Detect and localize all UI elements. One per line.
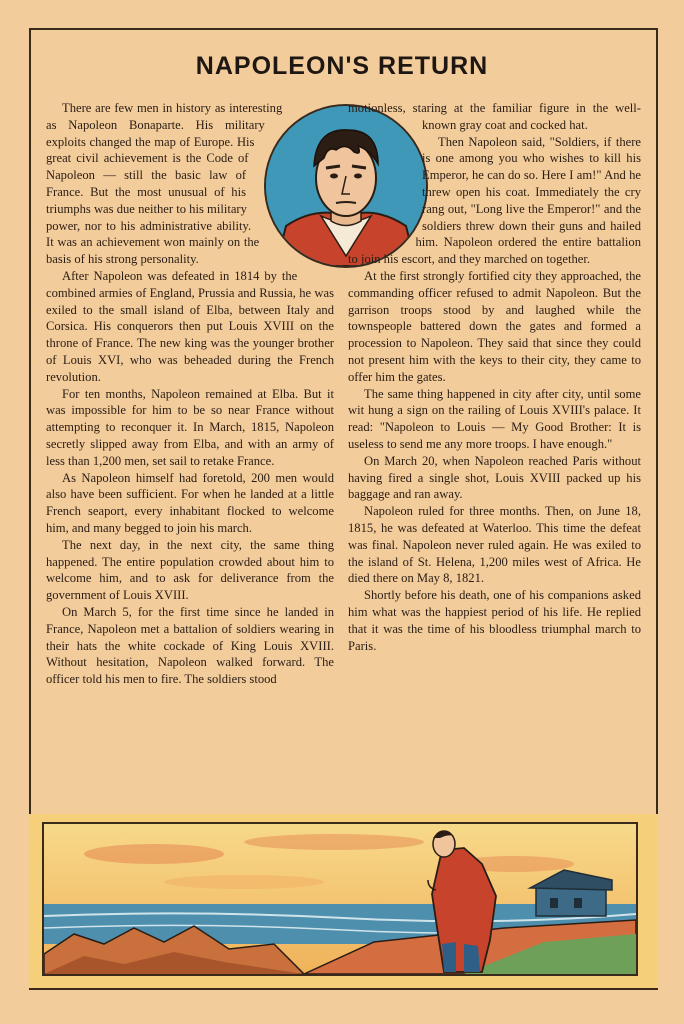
article-title: NAPOLEON'S RETURN	[195, 52, 489, 80]
paragraph: Then Napoleon said, "Soldiers, if there is one among you who wishes to kill his Emperor, he can do so. Here I am!" And he threw open his coat. Immediately the cry rang out, "Long live the Emperor!" and the soldiers threw down their guns and hailed him. Napoleon ordered the entire battalion to join his escort, and they marched on together.	[348, 134, 641, 267]
scene-illustration	[44, 824, 636, 974]
paragraph: For ten months, Napoleon remained at Elba. But it was impossible for him to be so near France without attempting to reconquer it. In March, 1815, Napoleon secretly slipped away from Elba, and with an army of less than 1,200 men, set sail to retake France.	[46, 386, 334, 468]
paragraph: The same thing happened in city after city, until some wit hung a sign on the railing of Louis XVIII's palace. It read: "Napoleon to Louis — My Good Brother: It is useless to send me any more troops. I have enough."	[348, 386, 641, 451]
paragraph: On March 20, when Napoleon reached Paris without having fired a single shot, Louis XVIII packed up his baggage and ran away.	[348, 453, 641, 502]
right-column	[348, 100, 641, 654]
paragraph: The next day, in the next city, the same thing happened. The entire population crowded about him to welcome him, and to ask for deliverance from the government of Louis XVIII.	[46, 537, 334, 603]
st-helena-illustration	[42, 822, 638, 976]
paragraph: Napoleon ruled for three months. Then, on June 18, 1815, he was defeated at Waterloo. This time the defeat was final. Napoleon never ruled again. He was exiled to the island of St. Helena, 1,200 miles west of Africa. He died there on May 8, 1821.	[348, 504, 641, 586]
paragraph: There are few men in history as interesting as Napoleon Bonaparte. His military exploits changed the map of Europe. His great civil achievement is the Code of Napoleon — still the basic law of France. But the most unusual of his triumphs was due neither to his military power, nor to his administrative ability. It was an achievement won mainly on the basis of his strong personality.	[46, 101, 283, 267]
paragraph: Shortly before his death, one of his companions asked him what was the happiest period of his life. He replied that it was the time of his bloodless triumphal march to Paris.	[348, 588, 641, 653]
paragraph: motionless, staring at the familiar figure in the well-known gray coat and cocked hat.	[348, 101, 641, 132]
paragraph: At the first strongly fortified city they approached, the commanding officer refused to admit Napoleon. But the garrison troops stood by and laughed while the townspeople battered down the gates and formed a procession to Napoleon. They said that since they could not present him with the keys to their city, they came to offer him the gates.	[348, 268, 641, 384]
paragraph: On March 5, for the first time since he landed in France, Napoleon met a battalion of soldiers wearing in their hats the white cockade of King Louis XVIII. Without hesitation, Napoleon walked forward. The officer told his men to fire. The soldiers stood	[46, 604, 334, 687]
paragraph: As Napoleon himself had foretold, 200 men would also have been sufficient. For when he landed at a little French seaport, every inhabitant flocked to welcome him, and many begged to join his march.	[46, 470, 334, 535]
paragraph: After Napoleon was defeated in 1814 by the combined armies of England, Prussia and Russia, he was exiled to the small island of Elba, between Italy and Corsica. His conquerors then put Louis XVIII on the throne of France. The new king was the younger brother of Louis XVI, who was beheaded during the French revolution.	[46, 268, 334, 384]
